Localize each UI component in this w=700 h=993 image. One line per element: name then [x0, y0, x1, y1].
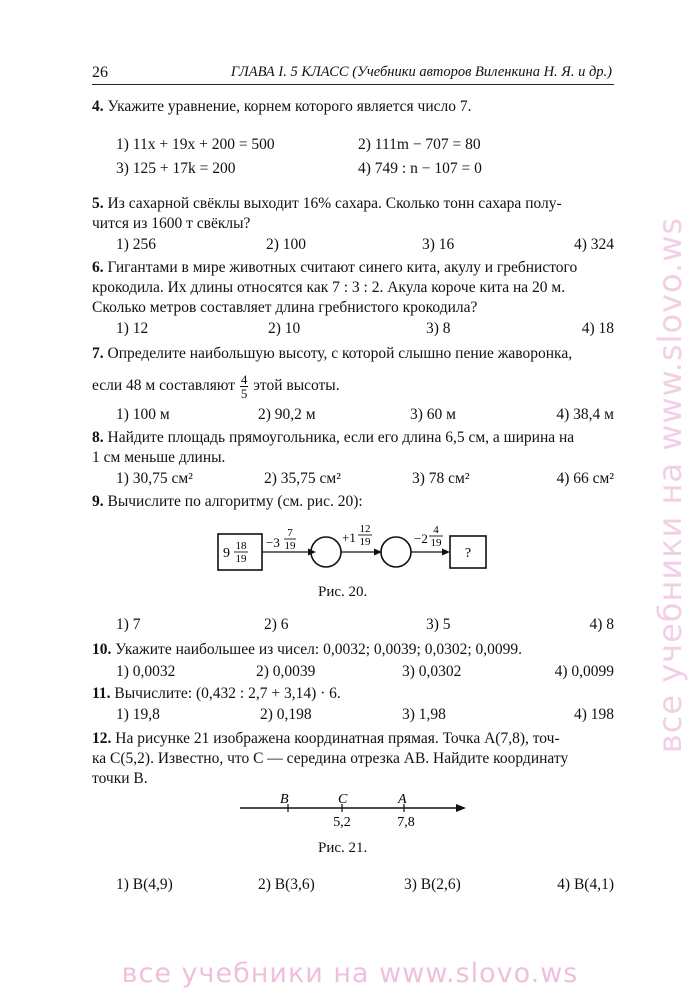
op1-sign: −3: [266, 535, 280, 550]
result-placeholder: ?: [464, 546, 472, 561]
chapter-title: ГЛАВА I. 5 КЛАСС (Учебники авторов Виленкина Н. Я. и др.): [230, 64, 612, 80]
op3-numerator: 4: [433, 524, 439, 536]
q5-option-4: 4) 324: [573, 236, 614, 253]
q8-option-2: 2) 35,75 см²: [264, 470, 341, 487]
q9-option-1: 1) 7: [116, 616, 141, 633]
q9-option-2: 2) 6: [264, 616, 289, 633]
question-text-line-2: [92, 372, 614, 400]
algorithm-figure: [210, 520, 500, 584]
arrowhead-3: [442, 549, 450, 556]
q7-option-2: 2) 90,2 м: [258, 406, 316, 423]
question-text-line-2: крокодила. Их длины относятся как 7 : 3 : 2. Акула короче кита на 20 м.: [92, 279, 566, 296]
start-numerator: 18: [235, 540, 247, 552]
start-denominator: 19: [235, 553, 247, 565]
q12-option-4: 4) B(4,1): [557, 876, 614, 893]
q12-option-3: 3) B(2,6): [404, 876, 461, 893]
page-header: [92, 62, 614, 85]
step-circle-2: [381, 537, 411, 567]
question-text-line-1: Гигантами в мире животных считают синего кита, акулу и гребнистого: [107, 259, 578, 276]
question-8: [92, 428, 614, 447]
question-12: [92, 729, 614, 748]
figure-21-caption: Рис. 21.: [318, 840, 368, 856]
q4-option-2: 2) 111m − 707 = 80: [358, 136, 481, 153]
figure-20-caption: Рис. 20.: [318, 584, 368, 600]
q6-option-4: 4) 18: [581, 320, 614, 337]
question-text-line-1: Определите наибольшую высоту, с которой слышно пение жаворонка,: [107, 345, 573, 362]
q9-option-3: 3) 5: [426, 616, 451, 633]
question-10: [92, 640, 614, 659]
question-text-line-2: чится из 1600 т свёклы?: [92, 215, 251, 232]
q4-option-1: 1) 11x + 19x + 200 = 500: [116, 136, 275, 153]
fraction-numerator: 4: [240, 371, 248, 387]
question-7: [92, 344, 614, 363]
question-number: 11.: [92, 685, 111, 702]
vertical-watermark-text: все учебники на www.slovo.ws: [651, 216, 689, 754]
q5-option-1: 1) 256: [116, 236, 157, 253]
q5-option-3: 3) 16: [422, 236, 455, 253]
question-number: 4.: [92, 98, 104, 115]
q9-option-4: 4) 8: [589, 616, 614, 633]
q10-option-2: 2) 0,0039: [256, 663, 316, 680]
question-text-line-1: Из сахарной свёклы выходит 16% сахара. Сколько тонн сахара полу-: [107, 195, 562, 212]
value-c: 5,2: [333, 815, 351, 830]
label-c: C: [338, 792, 348, 807]
q12-option-1: 1) B(4,9): [116, 876, 173, 893]
question-text-line-2: 1 см меньше длины.: [92, 449, 226, 466]
question-number: 9.: [92, 493, 104, 510]
q12-option-2: 2) B(3,6): [258, 876, 315, 893]
question-11: [92, 684, 614, 703]
q10-option-1: 1) 0,0032: [116, 663, 176, 680]
q4-option-4: 4) 749 : n − 107 = 0: [358, 160, 482, 177]
q11-option-1: 1) 19,8: [116, 706, 160, 723]
op2-denominator: 19: [359, 536, 371, 548]
question-5: [92, 194, 614, 213]
bottom-watermark: все учебники на www.slovo.ws: [121, 958, 579, 989]
q7-option-3: 3) 60 м: [410, 406, 456, 423]
text-after-fraction: этой высоты.: [253, 377, 340, 394]
question-text: Укажите уравнение, корнем которого является число 7.: [107, 98, 472, 115]
q6-option-3: 3) 8: [426, 320, 451, 337]
vertical-watermark: [646, 100, 694, 870]
q10-option-3: 3) 0,0302: [402, 663, 462, 680]
q8-option-1: 1) 30,75 см²: [116, 470, 193, 487]
q6-option-2: 2) 10: [268, 320, 301, 337]
q11-option-4: 4) 198: [573, 706, 614, 723]
question-6: [92, 258, 614, 277]
op1-denominator: 19: [284, 540, 296, 552]
op2-sign: +1: [342, 530, 356, 545]
op3-denominator: 19: [430, 537, 442, 549]
question-text: Вычислите: (0,432 : 2,7 + 3,14) · 6.: [114, 685, 341, 702]
question-9: [92, 492, 614, 511]
op3-sign: −2: [414, 531, 428, 546]
q11-option-3: 3) 1,98: [402, 706, 446, 723]
text-before-fraction: если 48 м составляют: [92, 377, 235, 394]
question-number: 10.: [92, 641, 112, 658]
label-b: B: [280, 792, 289, 807]
question-text-line-1: Найдите площадь прямоугольника, если его длина 6,5 см, а ширина на: [107, 429, 575, 446]
q6-option-1: 1) 12: [116, 320, 149, 337]
question-number: 5.: [92, 195, 104, 212]
fraction-four-fifths: [240, 373, 249, 400]
op1-numerator: 7: [287, 527, 293, 539]
question-text-line-3: точки B.: [92, 770, 148, 787]
question-text-line-2: ка C(5,2). Известно, что C — середина отрезка AB. Найдите координату: [92, 750, 569, 767]
question-text: Вычислите по алгоритму (см. рис. 20):: [107, 493, 363, 510]
q4-option-3: 3) 125 + 17k = 200: [116, 160, 236, 177]
coordinate-line-figure: [230, 790, 480, 834]
q5-option-2: 2) 100: [266, 236, 307, 253]
page-number: 26: [92, 64, 108, 81]
op2-numerator: 12: [359, 523, 371, 535]
q7-option-1: 1) 100 м: [116, 406, 170, 423]
label-a: A: [398, 792, 407, 807]
question-number: 7.: [92, 345, 104, 362]
q8-option-4: 4) 66 см²: [556, 470, 614, 487]
value-a: 7,8: [397, 815, 415, 830]
number-line-arrowhead: [456, 804, 466, 812]
question-number: 8.: [92, 429, 104, 446]
fraction-denominator: 5: [240, 385, 248, 401]
question-number: 12.: [92, 730, 112, 747]
question-4: [92, 97, 614, 116]
q10-option-4: 4) 0,0099: [554, 663, 614, 680]
q11-option-2: 2) 0,198: [260, 706, 312, 723]
question-text: Укажите наибольшее из чисел: 0,0032; 0,0039; 0,0302; 0,0099.: [115, 641, 523, 658]
question-text-line-3: Сколько метров составляет длина гребнистого крокодила?: [92, 299, 478, 316]
q7-option-4: 4) 38,4 м: [556, 406, 614, 423]
q8-option-3: 3) 78 см²: [412, 470, 470, 487]
question-text-line-1: На рисунке 21 изображена координатная прямая. Точка A(7,8), точ-: [115, 730, 560, 747]
question-number: 6.: [92, 259, 104, 276]
start-whole: 9: [223, 546, 230, 561]
